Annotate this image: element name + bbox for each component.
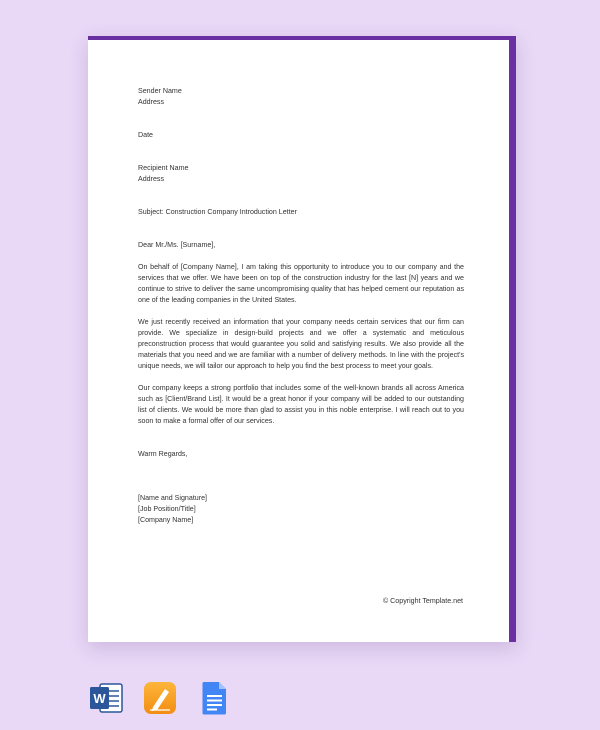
signature-title: [Job Position/Title]: [138, 505, 196, 513]
letter-page: [88, 40, 509, 642]
signature-name: [Name and Signature]: [138, 494, 208, 502]
microsoft-word-icon[interactable]: [88, 680, 124, 716]
signature-company: [Company Name]: [138, 516, 194, 524]
recipient-address: Address: [138, 175, 165, 183]
salutation: Dear Mr./Ms. [Surname],: [138, 241, 216, 249]
closing: Warm Regards,: [138, 450, 188, 458]
paragraph-services: We just recently received an information that your company needs certain services that our firm can provide. We specialize in design-build projects and we offer a systematic and meticulous preconstruction process that would guarantee you solid and satisfying results. We also provide all the materials that you need and we are familiar with a number of delivery methods. In line with the project's unique needs, we will tailor our approach to help you find the best process to meet your goals.: [138, 318, 464, 370]
letter-date: Date: [138, 131, 153, 139]
recipient-name: Recipient Name: [138, 164, 189, 172]
sender-address: Address: [138, 98, 165, 106]
letter-subject: Subject: Construction Company Introduction Letter: [138, 208, 297, 216]
google-docs-icon[interactable]: [196, 680, 232, 716]
sender-name: Sender Name: [138, 87, 182, 95]
paragraph-portfolio: Our company keeps a strong portfolio that includes some of the well-known brands all across America such as [Client/Brand List]. It would be a great honor if your company will be added to our outstanding list of clients. We would be more than glad to assist you in this noble enterprise. I will reach out to you soon to make a formal offer of our services.: [138, 384, 464, 425]
letter-body: [138, 86, 464, 526]
copyright-notice: © Copyright Template.net: [382, 597, 463, 605]
pages-icon[interactable]: [142, 680, 178, 716]
word-letter: W: [93, 691, 106, 706]
paragraph-introduction: On behalf of [Company Name], I am taking this opportunity to introduce you to our company and the services that we offer. We have been on top of the construction industry for the last [N] years and we continue to strive to deliver the same uncompromising quality that has helped cement our reputation as one of the leading companies in the United States.: [138, 263, 464, 304]
